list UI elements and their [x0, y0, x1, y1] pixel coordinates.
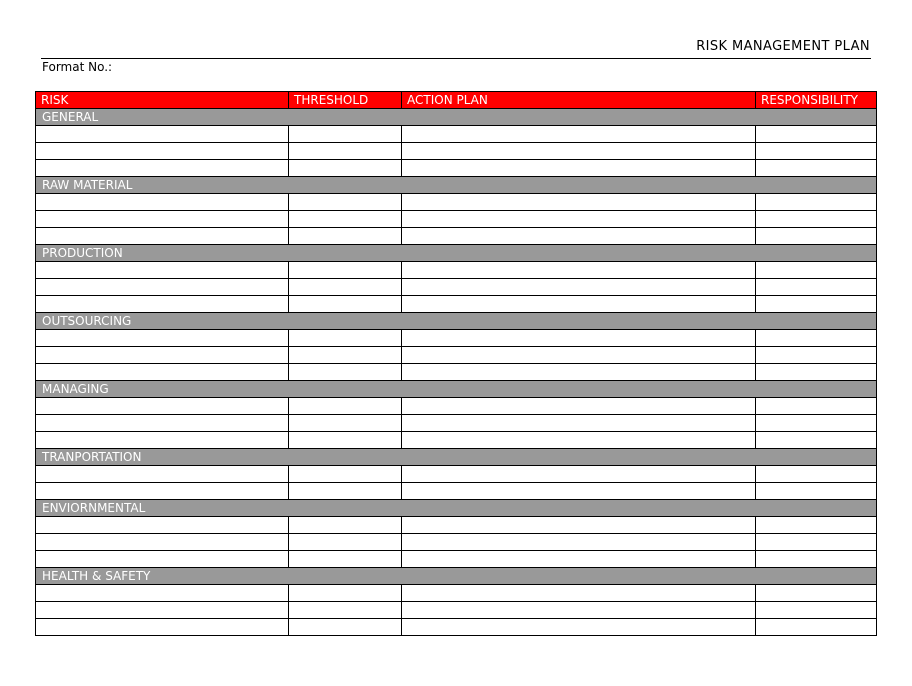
table-row — [36, 619, 877, 636]
threshold-cell[interactable] — [289, 398, 402, 415]
risk-cell[interactable] — [36, 585, 289, 602]
section-title: MANAGING — [36, 381, 877, 398]
table-header-row — [36, 92, 877, 109]
column-header-action-plan: ACTION PLAN — [402, 92, 756, 109]
threshold-cell[interactable] — [289, 585, 402, 602]
risk-cell[interactable] — [36, 126, 289, 143]
threshold-cell[interactable] — [289, 602, 402, 619]
responsibility-cell[interactable] — [756, 228, 877, 245]
document-title: RISK MANAGEMENT PLAN — [696, 39, 870, 54]
table-row — [36, 194, 877, 211]
risk-management-table — [35, 91, 877, 636]
action-plan-cell[interactable] — [402, 534, 756, 551]
risk-cell[interactable] — [36, 415, 289, 432]
responsibility-cell[interactable] — [756, 551, 877, 568]
title-divider — [41, 58, 871, 59]
section-row — [36, 109, 877, 126]
table-row — [36, 228, 877, 245]
action-plan-cell[interactable] — [402, 602, 756, 619]
threshold-cell[interactable] — [289, 534, 402, 551]
table-row — [36, 517, 877, 534]
column-header-risk: RISK — [36, 92, 289, 109]
action-plan-cell[interactable] — [402, 194, 756, 211]
responsibility-cell[interactable] — [756, 279, 877, 296]
table-body — [36, 109, 877, 636]
section-row — [36, 245, 877, 262]
table-row — [36, 262, 877, 279]
responsibility-cell[interactable] — [756, 126, 877, 143]
table-row — [36, 126, 877, 143]
section-title: HEALTH & SAFETY — [36, 568, 877, 585]
responsibility-cell[interactable] — [756, 517, 877, 534]
risk-cell[interactable] — [36, 483, 289, 500]
responsibility-cell[interactable] — [756, 143, 877, 160]
risk-cell[interactable] — [36, 160, 289, 177]
column-header-responsibility: RESPONSIBILITY — [756, 92, 877, 109]
action-plan-cell[interactable] — [402, 347, 756, 364]
section-row — [36, 313, 877, 330]
action-plan-cell[interactable] — [402, 228, 756, 245]
format-number-row — [42, 60, 116, 74]
section-row — [36, 381, 877, 398]
risk-cell[interactable] — [36, 534, 289, 551]
action-plan-cell[interactable] — [402, 585, 756, 602]
risk-cell[interactable] — [36, 194, 289, 211]
risk-cell[interactable] — [36, 364, 289, 381]
table-row — [36, 602, 877, 619]
section-title: OUTSOURCING — [36, 313, 877, 330]
table-row — [36, 483, 877, 500]
threshold-cell[interactable] — [289, 347, 402, 364]
threshold-cell[interactable] — [289, 432, 402, 449]
table-row — [36, 398, 877, 415]
threshold-cell[interactable] — [289, 517, 402, 534]
responsibility-cell[interactable] — [756, 432, 877, 449]
table-row — [36, 279, 877, 296]
responsibility-cell[interactable] — [756, 347, 877, 364]
table-row — [36, 160, 877, 177]
table-row — [36, 296, 877, 313]
risk-cell[interactable] — [36, 211, 289, 228]
action-plan-cell[interactable] — [402, 398, 756, 415]
threshold-cell[interactable] — [289, 551, 402, 568]
risk-cell[interactable] — [36, 466, 289, 483]
risk-cell[interactable] — [36, 330, 289, 347]
threshold-cell[interactable] — [289, 143, 402, 160]
threshold-cell[interactable] — [289, 296, 402, 313]
action-plan-cell[interactable] — [402, 619, 756, 636]
action-plan-cell[interactable] — [402, 126, 756, 143]
responsibility-cell[interactable] — [756, 602, 877, 619]
responsibility-cell[interactable] — [756, 534, 877, 551]
risk-cell[interactable] — [36, 143, 289, 160]
threshold-cell[interactable] — [289, 262, 402, 279]
threshold-cell[interactable] — [289, 211, 402, 228]
action-plan-cell[interactable] — [402, 364, 756, 381]
responsibility-cell[interactable] — [756, 466, 877, 483]
format-number-label: Format No.: — [42, 60, 113, 74]
section-row — [36, 568, 877, 585]
threshold-cell[interactable] — [289, 364, 402, 381]
responsibility-cell[interactable] — [756, 211, 877, 228]
responsibility-cell[interactable] — [756, 296, 877, 313]
risk-cell[interactable] — [36, 279, 289, 296]
risk-cell[interactable] — [36, 228, 289, 245]
section-title: TRANPORTATION — [36, 449, 877, 466]
table-row — [36, 347, 877, 364]
threshold-cell[interactable] — [289, 160, 402, 177]
table-row — [36, 364, 877, 381]
action-plan-cell[interactable] — [402, 296, 756, 313]
action-plan-cell[interactable] — [402, 432, 756, 449]
section-title: GENERAL — [36, 109, 877, 126]
action-plan-cell[interactable] — [402, 330, 756, 347]
responsibility-cell[interactable] — [756, 330, 877, 347]
risk-cell[interactable] — [36, 619, 289, 636]
risk-cell[interactable] — [36, 551, 289, 568]
responsibility-cell[interactable] — [756, 262, 877, 279]
responsibility-cell[interactable] — [756, 585, 877, 602]
action-plan-cell[interactable] — [402, 143, 756, 160]
responsibility-cell[interactable] — [756, 398, 877, 415]
action-plan-cell[interactable] — [402, 160, 756, 177]
action-plan-cell[interactable] — [402, 483, 756, 500]
table-row — [36, 330, 877, 347]
table-row — [36, 415, 877, 432]
action-plan-cell[interactable] — [402, 551, 756, 568]
responsibility-cell[interactable] — [756, 483, 877, 500]
section-row — [36, 449, 877, 466]
risk-cell[interactable] — [36, 262, 289, 279]
risk-cell[interactable] — [36, 296, 289, 313]
action-plan-cell[interactable] — [402, 211, 756, 228]
risk-cell[interactable] — [36, 432, 289, 449]
action-plan-cell[interactable] — [402, 415, 756, 432]
risk-cell[interactable] — [36, 347, 289, 364]
risk-cell[interactable] — [36, 398, 289, 415]
threshold-cell[interactable] — [289, 415, 402, 432]
action-plan-cell[interactable] — [402, 262, 756, 279]
section-title: PRODUCTION — [36, 245, 877, 262]
threshold-cell[interactable] — [289, 466, 402, 483]
threshold-cell[interactable] — [289, 483, 402, 500]
threshold-cell[interactable] — [289, 330, 402, 347]
threshold-cell[interactable] — [289, 279, 402, 296]
responsibility-cell[interactable] — [756, 160, 877, 177]
column-header-threshold: THRESHOLD — [289, 92, 402, 109]
responsibility-cell[interactable] — [756, 619, 877, 636]
threshold-cell[interactable] — [289, 228, 402, 245]
threshold-cell[interactable] — [289, 194, 402, 211]
section-title: ENVIORNMENTAL — [36, 500, 877, 517]
table-row — [36, 211, 877, 228]
threshold-cell[interactable] — [289, 619, 402, 636]
section-row — [36, 177, 877, 194]
table-row — [36, 551, 877, 568]
responsibility-cell[interactable] — [756, 415, 877, 432]
risk-cell[interactable] — [36, 602, 289, 619]
table-row — [36, 432, 877, 449]
table-row — [36, 466, 877, 483]
section-title: RAW MATERIAL — [36, 177, 877, 194]
action-plan-cell[interactable] — [402, 279, 756, 296]
risk-cell[interactable] — [36, 517, 289, 534]
action-plan-cell[interactable] — [402, 517, 756, 534]
section-row — [36, 500, 877, 517]
action-plan-cell[interactable] — [402, 466, 756, 483]
threshold-cell[interactable] — [289, 126, 402, 143]
table-row — [36, 534, 877, 551]
responsibility-cell[interactable] — [756, 364, 877, 381]
table-row — [36, 143, 877, 160]
table-row — [36, 585, 877, 602]
responsibility-cell[interactable] — [756, 194, 877, 211]
